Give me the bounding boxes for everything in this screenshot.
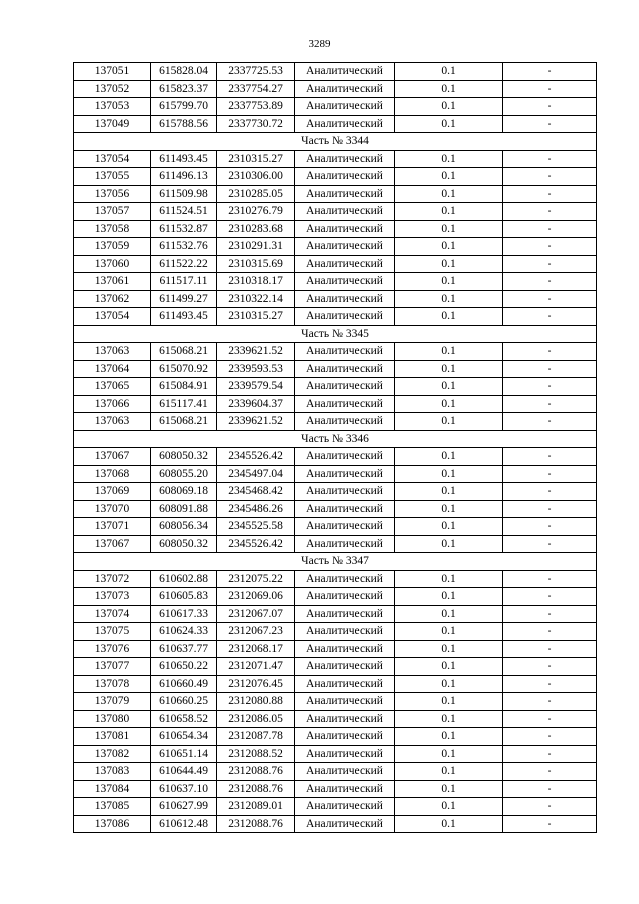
- section-title: Часть № 3344: [74, 133, 597, 151]
- point-id-cell: 137068: [74, 465, 151, 483]
- x-coordinate-cell: 610658.52: [151, 710, 217, 728]
- note-cell: -: [503, 203, 597, 221]
- table-row: [74, 448, 597, 466]
- method-cell: Аналитический: [295, 500, 395, 518]
- table-row: [74, 203, 597, 221]
- accuracy-cell: 0.1: [395, 745, 503, 763]
- note-cell: -: [503, 255, 597, 273]
- page-number: 3289: [308, 38, 331, 50]
- accuracy-cell: 0.1: [395, 815, 503, 833]
- y-coordinate-cell: 2312086.05: [217, 710, 295, 728]
- note-cell: -: [503, 238, 597, 256]
- accuracy-cell: 0.1: [395, 465, 503, 483]
- accuracy-cell: 0.1: [395, 780, 503, 798]
- x-coordinate-cell: 608091.88: [151, 500, 217, 518]
- method-cell: Аналитический: [295, 203, 395, 221]
- method-cell: Аналитический: [295, 290, 395, 308]
- accuracy-cell: 0.1: [395, 588, 503, 606]
- coordinates-table-body: [74, 63, 597, 833]
- point-id-cell: 137072: [74, 570, 151, 588]
- table-row: [74, 745, 597, 763]
- table-row: [74, 378, 597, 396]
- method-cell: Аналитический: [295, 308, 395, 326]
- y-coordinate-cell: 2310285.05: [217, 185, 295, 203]
- point-id-cell: 137082: [74, 745, 151, 763]
- x-coordinate-cell: 615070.92: [151, 360, 217, 378]
- method-cell: Аналитический: [295, 343, 395, 361]
- x-coordinate-cell: 608069.18: [151, 483, 217, 501]
- y-coordinate-cell: 2337754.27: [217, 80, 295, 98]
- method-cell: Аналитический: [295, 150, 395, 168]
- method-cell: Аналитический: [295, 413, 395, 431]
- table-row: [74, 343, 597, 361]
- note-cell: -: [503, 395, 597, 413]
- y-coordinate-cell: 2337753.89: [217, 98, 295, 116]
- note-cell: -: [503, 465, 597, 483]
- y-coordinate-cell: 2312088.76: [217, 763, 295, 781]
- accuracy-cell: 0.1: [395, 763, 503, 781]
- method-cell: Аналитический: [295, 640, 395, 658]
- y-coordinate-cell: 2312088.52: [217, 745, 295, 763]
- method-cell: Аналитический: [295, 255, 395, 273]
- table-row: [74, 395, 597, 413]
- accuracy-cell: 0.1: [395, 413, 503, 431]
- x-coordinate-cell: 610624.33: [151, 623, 217, 641]
- note-cell: -: [503, 220, 597, 238]
- accuracy-cell: 0.1: [395, 483, 503, 501]
- y-coordinate-cell: 2310315.27: [217, 308, 295, 326]
- note-cell: -: [503, 728, 597, 746]
- table-row: [74, 238, 597, 256]
- note-cell: -: [503, 343, 597, 361]
- y-coordinate-cell: 2345486.26: [217, 500, 295, 518]
- x-coordinate-cell: 611522.22: [151, 255, 217, 273]
- note-cell: -: [503, 98, 597, 116]
- method-cell: Аналитический: [295, 815, 395, 833]
- section-header-row: [74, 430, 597, 448]
- method-cell: Аналитический: [295, 780, 395, 798]
- method-cell: Аналитический: [295, 605, 395, 623]
- point-id-cell: 137059: [74, 238, 151, 256]
- point-id-cell: 137078: [74, 675, 151, 693]
- y-coordinate-cell: 2312069.06: [217, 588, 295, 606]
- section-title: Часть № 3346: [74, 430, 597, 448]
- accuracy-cell: 0.1: [395, 518, 503, 536]
- y-coordinate-cell: 2312076.45: [217, 675, 295, 693]
- y-coordinate-cell: 2312071.47: [217, 658, 295, 676]
- y-coordinate-cell: 2312067.23: [217, 623, 295, 641]
- point-id-cell: 137079: [74, 693, 151, 711]
- accuracy-cell: 0.1: [395, 255, 503, 273]
- table-row: [74, 290, 597, 308]
- note-cell: -: [503, 448, 597, 466]
- accuracy-cell: 0.1: [395, 360, 503, 378]
- method-cell: Аналитический: [295, 63, 395, 81]
- y-coordinate-cell: 2312088.76: [217, 780, 295, 798]
- y-coordinate-cell: 2310318.17: [217, 273, 295, 291]
- point-id-cell: 137056: [74, 185, 151, 203]
- method-cell: Аналитический: [295, 378, 395, 396]
- point-id-cell: 137086: [74, 815, 151, 833]
- x-coordinate-cell: 610605.83: [151, 588, 217, 606]
- method-cell: Аналитический: [295, 115, 395, 133]
- x-coordinate-cell: 608055.20: [151, 465, 217, 483]
- x-coordinate-cell: 610627.99: [151, 798, 217, 816]
- x-coordinate-cell: 608050.32: [151, 535, 217, 553]
- accuracy-cell: 0.1: [395, 168, 503, 186]
- point-id-cell: 137069: [74, 483, 151, 501]
- x-coordinate-cell: 610654.34: [151, 728, 217, 746]
- method-cell: Аналитический: [295, 745, 395, 763]
- x-coordinate-cell: 615823.37: [151, 80, 217, 98]
- table-row: [74, 500, 597, 518]
- point-id-cell: 137083: [74, 763, 151, 781]
- table-row: [74, 710, 597, 728]
- point-id-cell: 137061: [74, 273, 151, 291]
- point-id-cell: 137053: [74, 98, 151, 116]
- note-cell: -: [503, 763, 597, 781]
- table-row: [74, 273, 597, 291]
- y-coordinate-cell: 2345468.42: [217, 483, 295, 501]
- point-id-cell: 137067: [74, 535, 151, 553]
- note-cell: -: [503, 535, 597, 553]
- y-coordinate-cell: 2345526.42: [217, 535, 295, 553]
- section-header-row: [74, 133, 597, 151]
- accuracy-cell: 0.1: [395, 220, 503, 238]
- point-id-cell: 137062: [74, 290, 151, 308]
- table-row: [74, 605, 597, 623]
- method-cell: Аналитический: [295, 168, 395, 186]
- accuracy-cell: 0.1: [395, 448, 503, 466]
- method-cell: Аналитический: [295, 448, 395, 466]
- point-id-cell: 137066: [74, 395, 151, 413]
- x-coordinate-cell: 615799.70: [151, 98, 217, 116]
- table-row: [74, 658, 597, 676]
- accuracy-cell: 0.1: [395, 728, 503, 746]
- note-cell: -: [503, 570, 597, 588]
- section-header-row: [74, 325, 597, 343]
- x-coordinate-cell: 608056.34: [151, 518, 217, 536]
- note-cell: -: [503, 483, 597, 501]
- y-coordinate-cell: 2339593.53: [217, 360, 295, 378]
- section-title: Часть № 3347: [74, 553, 597, 571]
- note-cell: -: [503, 798, 597, 816]
- y-coordinate-cell: 2310315.27: [217, 150, 295, 168]
- accuracy-cell: 0.1: [395, 150, 503, 168]
- note-cell: -: [503, 675, 597, 693]
- point-id-cell: 137055: [74, 168, 151, 186]
- x-coordinate-cell: 610602.88: [151, 570, 217, 588]
- method-cell: Аналитический: [295, 693, 395, 711]
- point-id-cell: 137067: [74, 448, 151, 466]
- table-row: [74, 623, 597, 641]
- table-row: [74, 763, 597, 781]
- table-row: [74, 185, 597, 203]
- note-cell: -: [503, 413, 597, 431]
- table-row: [74, 588, 597, 606]
- method-cell: Аналитический: [295, 570, 395, 588]
- table-row: [74, 693, 597, 711]
- method-cell: Аналитический: [295, 710, 395, 728]
- note-cell: -: [503, 815, 597, 833]
- point-id-cell: 137070: [74, 500, 151, 518]
- accuracy-cell: 0.1: [395, 693, 503, 711]
- section-header-row: [74, 553, 597, 571]
- point-id-cell: 137065: [74, 378, 151, 396]
- note-cell: -: [503, 780, 597, 798]
- accuracy-cell: 0.1: [395, 535, 503, 553]
- point-id-cell: 137051: [74, 63, 151, 81]
- note-cell: -: [503, 693, 597, 711]
- note-cell: -: [503, 518, 597, 536]
- y-coordinate-cell: 2339579.54: [217, 378, 295, 396]
- accuracy-cell: 0.1: [395, 710, 503, 728]
- note-cell: -: [503, 185, 597, 203]
- x-coordinate-cell: 611499.27: [151, 290, 217, 308]
- point-id-cell: 137057: [74, 203, 151, 221]
- note-cell: -: [503, 640, 597, 658]
- table-row: [74, 98, 597, 116]
- y-coordinate-cell: 2337725.53: [217, 63, 295, 81]
- x-coordinate-cell: 615117.41: [151, 395, 217, 413]
- method-cell: Аналитический: [295, 763, 395, 781]
- x-coordinate-cell: 611517.11: [151, 273, 217, 291]
- x-coordinate-cell: 610660.49: [151, 675, 217, 693]
- table-row: [74, 518, 597, 536]
- table-row: [74, 728, 597, 746]
- y-coordinate-cell: 2310306.00: [217, 168, 295, 186]
- method-cell: Аналитический: [295, 220, 395, 238]
- method-cell: Аналитический: [295, 675, 395, 693]
- table-row: [74, 798, 597, 816]
- y-coordinate-cell: 2339604.37: [217, 395, 295, 413]
- accuracy-cell: 0.1: [395, 185, 503, 203]
- note-cell: -: [503, 273, 597, 291]
- x-coordinate-cell: 615788.56: [151, 115, 217, 133]
- y-coordinate-cell: 2312075.22: [217, 570, 295, 588]
- point-id-cell: 137060: [74, 255, 151, 273]
- table-row: [74, 308, 597, 326]
- table-row: [74, 360, 597, 378]
- table-row: [74, 168, 597, 186]
- x-coordinate-cell: 610637.10: [151, 780, 217, 798]
- note-cell: -: [503, 308, 597, 326]
- method-cell: Аналитический: [295, 273, 395, 291]
- note-cell: -: [503, 80, 597, 98]
- x-coordinate-cell: 611509.98: [151, 185, 217, 203]
- method-cell: Аналитический: [295, 798, 395, 816]
- y-coordinate-cell: 2312088.76: [217, 815, 295, 833]
- method-cell: Аналитический: [295, 465, 395, 483]
- method-cell: Аналитический: [295, 518, 395, 536]
- x-coordinate-cell: 611496.13: [151, 168, 217, 186]
- y-coordinate-cell: 2337730.72: [217, 115, 295, 133]
- x-coordinate-cell: 611532.76: [151, 238, 217, 256]
- y-coordinate-cell: 2310291.31: [217, 238, 295, 256]
- accuracy-cell: 0.1: [395, 308, 503, 326]
- point-id-cell: 137074: [74, 605, 151, 623]
- point-id-cell: 137077: [74, 658, 151, 676]
- x-coordinate-cell: 610660.25: [151, 693, 217, 711]
- table-row: [74, 220, 597, 238]
- y-coordinate-cell: 2339621.52: [217, 343, 295, 361]
- accuracy-cell: 0.1: [395, 500, 503, 518]
- y-coordinate-cell: 2345525.58: [217, 518, 295, 536]
- point-id-cell: 137073: [74, 588, 151, 606]
- accuracy-cell: 0.1: [395, 238, 503, 256]
- point-id-cell: 137075: [74, 623, 151, 641]
- x-coordinate-cell: 611524.51: [151, 203, 217, 221]
- section-title: Часть № 3345: [74, 325, 597, 343]
- method-cell: Аналитический: [295, 80, 395, 98]
- x-coordinate-cell: 611532.87: [151, 220, 217, 238]
- x-coordinate-cell: 615084.91: [151, 378, 217, 396]
- point-id-cell: 137054: [74, 308, 151, 326]
- table-row: [74, 255, 597, 273]
- y-coordinate-cell: 2310322.14: [217, 290, 295, 308]
- y-coordinate-cell: 2312089.01: [217, 798, 295, 816]
- table-row: [74, 640, 597, 658]
- x-coordinate-cell: 615828.04: [151, 63, 217, 81]
- x-coordinate-cell: 611493.45: [151, 308, 217, 326]
- accuracy-cell: 0.1: [395, 80, 503, 98]
- table-row: [74, 483, 597, 501]
- point-id-cell: 137058: [74, 220, 151, 238]
- accuracy-cell: 0.1: [395, 378, 503, 396]
- note-cell: -: [503, 290, 597, 308]
- method-cell: Аналитический: [295, 483, 395, 501]
- x-coordinate-cell: 608050.32: [151, 448, 217, 466]
- x-coordinate-cell: 610612.48: [151, 815, 217, 833]
- note-cell: -: [503, 500, 597, 518]
- y-coordinate-cell: 2312087.78: [217, 728, 295, 746]
- point-id-cell: 137049: [74, 115, 151, 133]
- note-cell: -: [503, 360, 597, 378]
- y-coordinate-cell: 2312080.88: [217, 693, 295, 711]
- table-row: [74, 413, 597, 431]
- point-id-cell: 137081: [74, 728, 151, 746]
- accuracy-cell: 0.1: [395, 115, 503, 133]
- method-cell: Аналитический: [295, 360, 395, 378]
- x-coordinate-cell: 610644.49: [151, 763, 217, 781]
- table-row: [74, 780, 597, 798]
- method-cell: Аналитический: [295, 395, 395, 413]
- point-id-cell: 137080: [74, 710, 151, 728]
- table-row: [74, 150, 597, 168]
- x-coordinate-cell: 611493.45: [151, 150, 217, 168]
- method-cell: Аналитический: [295, 98, 395, 116]
- accuracy-cell: 0.1: [395, 675, 503, 693]
- point-id-cell: 137071: [74, 518, 151, 536]
- method-cell: Аналитический: [295, 623, 395, 641]
- accuracy-cell: 0.1: [395, 290, 503, 308]
- accuracy-cell: 0.1: [395, 658, 503, 676]
- note-cell: -: [503, 115, 597, 133]
- table-row: [74, 815, 597, 833]
- table-row: [74, 675, 597, 693]
- x-coordinate-cell: 615068.21: [151, 343, 217, 361]
- table-row: [74, 63, 597, 81]
- point-id-cell: 137052: [74, 80, 151, 98]
- accuracy-cell: 0.1: [395, 798, 503, 816]
- note-cell: -: [503, 588, 597, 606]
- table-row: [74, 80, 597, 98]
- x-coordinate-cell: 610650.22: [151, 658, 217, 676]
- note-cell: -: [503, 150, 597, 168]
- table-row: [74, 115, 597, 133]
- table-row: [74, 535, 597, 553]
- method-cell: Аналитический: [295, 535, 395, 553]
- accuracy-cell: 0.1: [395, 640, 503, 658]
- method-cell: Аналитический: [295, 728, 395, 746]
- y-coordinate-cell: 2310283.68: [217, 220, 295, 238]
- accuracy-cell: 0.1: [395, 395, 503, 413]
- table-row: [74, 570, 597, 588]
- accuracy-cell: 0.1: [395, 343, 503, 361]
- accuracy-cell: 0.1: [395, 623, 503, 641]
- method-cell: Аналитический: [295, 588, 395, 606]
- method-cell: Аналитический: [295, 658, 395, 676]
- x-coordinate-cell: 610637.77: [151, 640, 217, 658]
- point-id-cell: 137063: [74, 343, 151, 361]
- note-cell: -: [503, 605, 597, 623]
- point-id-cell: 137076: [74, 640, 151, 658]
- y-coordinate-cell: 2310315.69: [217, 255, 295, 273]
- table-row: [74, 465, 597, 483]
- x-coordinate-cell: 615068.21: [151, 413, 217, 431]
- y-coordinate-cell: 2339621.52: [217, 413, 295, 431]
- accuracy-cell: 0.1: [395, 98, 503, 116]
- note-cell: -: [503, 623, 597, 641]
- y-coordinate-cell: 2345526.42: [217, 448, 295, 466]
- point-id-cell: 137063: [74, 413, 151, 431]
- x-coordinate-cell: 610651.14: [151, 745, 217, 763]
- point-id-cell: 137085: [74, 798, 151, 816]
- x-coordinate-cell: 610617.33: [151, 605, 217, 623]
- accuracy-cell: 0.1: [395, 273, 503, 291]
- method-cell: Аналитический: [295, 238, 395, 256]
- accuracy-cell: 0.1: [395, 570, 503, 588]
- y-coordinate-cell: 2312068.17: [217, 640, 295, 658]
- y-coordinate-cell: 2345497.04: [217, 465, 295, 483]
- point-id-cell: 137054: [74, 150, 151, 168]
- y-coordinate-cell: 2310276.79: [217, 203, 295, 221]
- note-cell: -: [503, 658, 597, 676]
- point-id-cell: 137064: [74, 360, 151, 378]
- point-id-cell: 137084: [74, 780, 151, 798]
- coordinates-table: [73, 62, 597, 833]
- method-cell: Аналитический: [295, 185, 395, 203]
- note-cell: -: [503, 710, 597, 728]
- accuracy-cell: 0.1: [395, 605, 503, 623]
- note-cell: -: [503, 63, 597, 81]
- note-cell: -: [503, 378, 597, 396]
- accuracy-cell: 0.1: [395, 63, 503, 81]
- y-coordinate-cell: 2312067.07: [217, 605, 295, 623]
- note-cell: -: [503, 745, 597, 763]
- accuracy-cell: 0.1: [395, 203, 503, 221]
- note-cell: -: [503, 168, 597, 186]
